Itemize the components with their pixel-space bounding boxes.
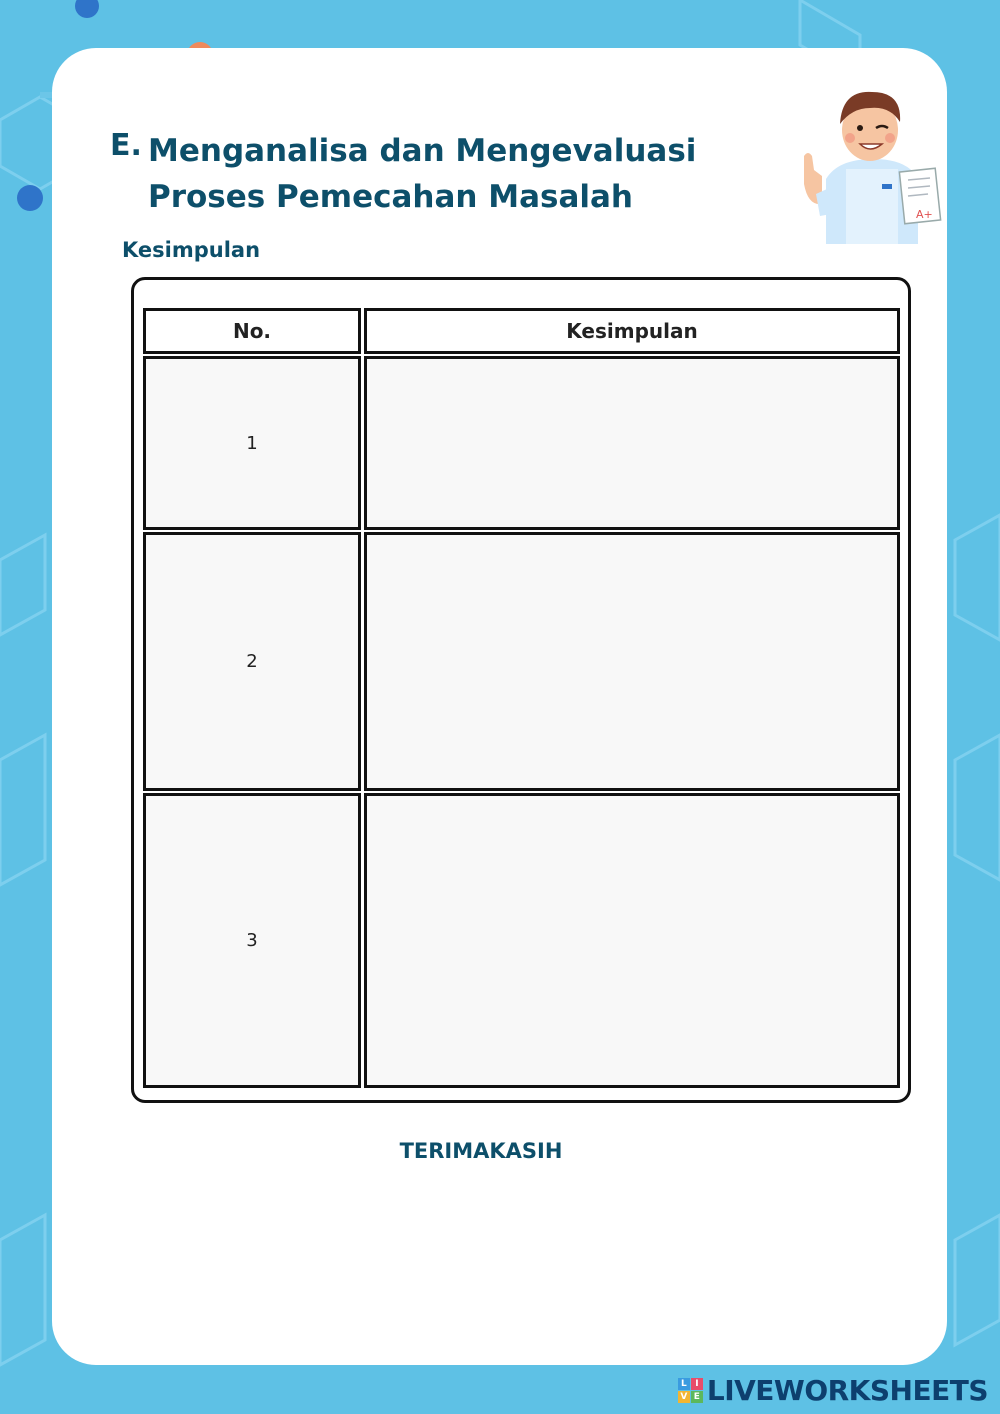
logo-mark-letter-v: V <box>678 1391 690 1403</box>
closing-text: TERIMAKASIH <box>399 1139 563 1163</box>
paper-grade: A+ <box>916 208 933 221</box>
section-letter: E. <box>110 128 142 163</box>
logo-mark-letter-l: L <box>678 1378 690 1390</box>
logo-mark-letter-i: I <box>691 1378 703 1390</box>
answer-field-2[interactable] <box>364 532 900 791</box>
row-number-2: 2 <box>143 532 361 791</box>
answer-field-1[interactable] <box>364 356 900 530</box>
answer-field-3[interactable] <box>364 793 900 1088</box>
student-thumbs-up-illustration <box>798 84 948 254</box>
liveworksheets-logo[interactable] <box>678 1372 988 1408</box>
column-header-kesimpulan: Kesimpulan <box>364 308 900 354</box>
page-title: Menganalisa dan Mengevaluasi Proses Pemecahan Masalah <box>148 133 697 215</box>
logo-text: LIVEWORKSHEETS <box>706 1373 988 1407</box>
row-number-3: 3 <box>143 793 361 1088</box>
logo-mark-icon <box>678 1378 703 1403</box>
row-number-1: 1 <box>143 356 361 530</box>
column-header-no: No. <box>143 308 361 354</box>
logo-mark-letter-e: E <box>691 1391 703 1403</box>
section-subtitle: Kesimpulan <box>122 238 261 262</box>
